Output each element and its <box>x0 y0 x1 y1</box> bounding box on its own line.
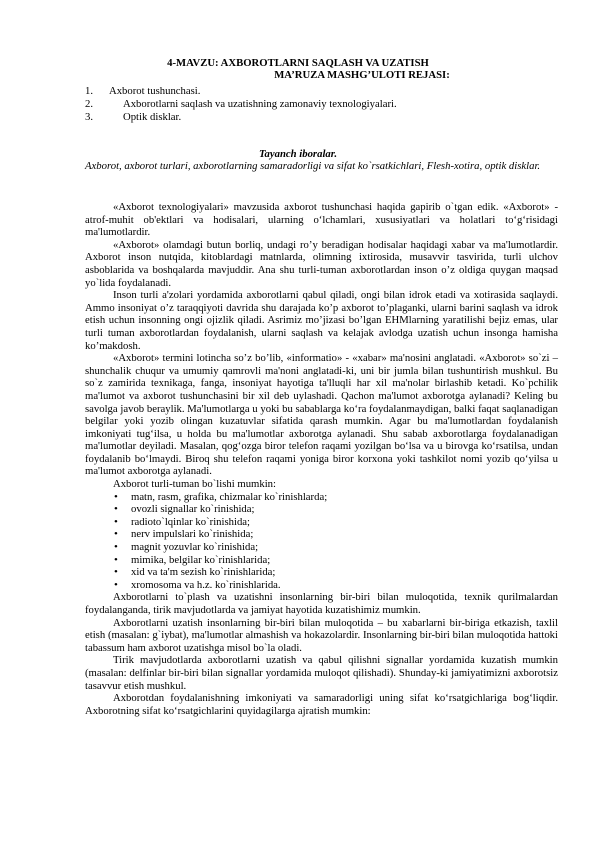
paragraph: Axborotlarni to`plash va uzatishni insonlarning bir-biri bilan muloqotida, texnik qurilmalardan foydalanganda, tirik mavjudotlarda va jamiyat hayotida kuzatishimiz mumkin. <box>85 591 558 616</box>
list-item: • magnit yozuvlar ko`rinishida; <box>85 541 558 554</box>
main-text <box>85 201 558 717</box>
plan-item-number: 2. <box>85 98 94 110</box>
list-item: • xid va ta'm sezish ko`rinishlarida; <box>85 566 558 579</box>
plan-item-text: Axborot tushunchasi. <box>109 85 201 97</box>
paragraph: Inson turli a'zolari yordamida axborotlarni qabul qiladi, ongi bilan idrok etadi va xotirasida saqlaydi. Ammo insoniyat o’z taraqqiyoti davrida shu darajada ko’p axborot to’plaganki, ularni barini saqlash va idrok etish uchun insonning ongi ojizlik qiladi. Asrimiz mo’jizasi bo’lgan EHMlarning yaratilishi bejiz emas, ular turli tuman axborotlardan foydalanish, ularni saqlash va kelajak avlodga uzatish uchun insonga hamisha ko’makdosh. <box>85 289 558 352</box>
paragraph: Axborotdan foydalanishning imkoniyati va samaradorligi uning sifat ko‘rsatgichlariga bog‘liqdir. Axborotning sifat ko‘rsatgichlarini quyidagilarga ajratish mumkin: <box>85 692 558 717</box>
list-item: • radioto`lqinlar ko`rinishida; <box>85 516 558 529</box>
lecture-plan-title: MA’RUZA MASHG’ULOTI REJASI: <box>274 69 450 81</box>
list-item: • mimika, belgilar ko`rinishlarida; <box>85 554 558 567</box>
list-item: • ovozli signallar ko`rinishida; <box>85 503 558 516</box>
paragraph: Tirik mavjudotlarda axborotlarni uzatish va qabul qilishni signallar yordamida kuzatish mumkin (masalan: delfinlar bir-biri bilan signallar yordamida muloqot qilishadi). Shunday-ki jamiyatimizni axborotsiz tasavvur etish mushkul. <box>85 654 558 692</box>
plan-item <box>85 98 397 111</box>
list-intro: Axborot turli-tuman bo`lishi mumkin: <box>113 478 276 491</box>
keywords-title: Tayanch iboralar. <box>259 148 337 160</box>
bullet-list <box>85 491 558 592</box>
plan-item <box>85 85 200 98</box>
plan-item <box>85 111 181 124</box>
list-item: • matn, rasm, grafika, chizmalar ko`rinishlarda; <box>85 491 558 504</box>
paragraph: Axborotlarni uzatish insonlarning bir-biri bilan muloqotida – bu xabarlarni bir-biriga etkazish, taxlil etish (masalan: g`iybat), ma'lumotlar almashish va hokazolardir. Insonlarning bir-biri bilan muloqotida hattoki tabassum ham axborot uzatishga misol bo`la oladi. <box>85 616 558 654</box>
list-item: • xromosoma va h.z. ko`rinishlarida. <box>85 579 558 592</box>
paragraph: «Axborot texnologiyalari» mavzusida axborot tushunchasi haqida gapirib o`tgan edik. «Axborot» - atrof-muhit ob'ektlari va hodisalari, ularning o‘lchamlari, xususiyatlari va holatlari to‘g‘risidagi ma'lumotlardir. <box>85 201 558 239</box>
plan-item-text: Axborotlarni saqlash va uzatishning zamonaviy texnologiyalari. <box>123 98 397 110</box>
plan-item-number: 3. <box>85 111 94 123</box>
list-item: • nerv impulslari ko`rinishida; <box>85 528 558 541</box>
keywords-text: Axborot, axborot turlari, axborotlarning samaradorligi va sifat ko`rsatkichlari, Flesh-xotira, optik disklar. <box>85 160 541 172</box>
paragraph: «Axborot» olamdagi butun borliq, undagi ro’y beradigan hodisalar haqidagi xabar va ma'lumotlardir. Axborot inson nutqida, kitoblardagi matnlarda, olimning ixtirosida, musavvir tasvirida, turli ulchov asboblarida va boshqalarda mavjuddir. Ana shu turli-tuman axborotlardan inson o’z oldiga quygan maqsad yo`lida foydalanadi. <box>85 238 558 289</box>
plan-item-number: 1. <box>85 85 94 97</box>
paragraph: «Axborot» termini lotincha so’z bo’lib, «informatio» - «xabar» ma'nosini anglatadi. «Axborot» so`zi – shunchalik chuqur va umumiy qamrovli ma'noni anglatadi-ki, uni bir jumla bilan tushuntirish mushkul. Bu so`z zamirida texnikaga, fanga, insoniyat hayotiga ta'lluqli har xil ma'nolar birlashib ketadi. Ko`pchilik ma'lumot va axborot tushunchasini bir xil deb uylashadi. Qachon ma'lumot axborotga aylanadi? Keling bu savolga javob beraylik. Ma'lumotlarga u yoki bu sabablarga ko‘ra foydalanmaydigan, balki faqat saqlanadigan belgilar yoki yozib olingan kuzatuvlar sifatida qarash mumkin. Agar bu ma'lumotlardan foydalanish imkoniyati tug‘ilsa, u holda bu ma'lumotlar axborotga aylanadi. Shu sabab axborotlarga foydalanadigan ma'lumotlar deyiladi. Masalan, qog‘ozga biror telefon raqami yozilgan bo‘lsa va u birovga ko‘rsatilsa, undan foydalanib bo‘lmaydi. Biroq shu telefon raqami yoniga biror korxona yoki tashkilot nomi yozib qo‘yilsa u ma'lumot axborotga aylanadi. <box>85 352 558 478</box>
plan-item-text: Optik disklar. <box>123 111 182 123</box>
topic-title: 4-MAVZU: AXBOROTLARNI SAQLASH VA UZATISH <box>167 57 429 69</box>
